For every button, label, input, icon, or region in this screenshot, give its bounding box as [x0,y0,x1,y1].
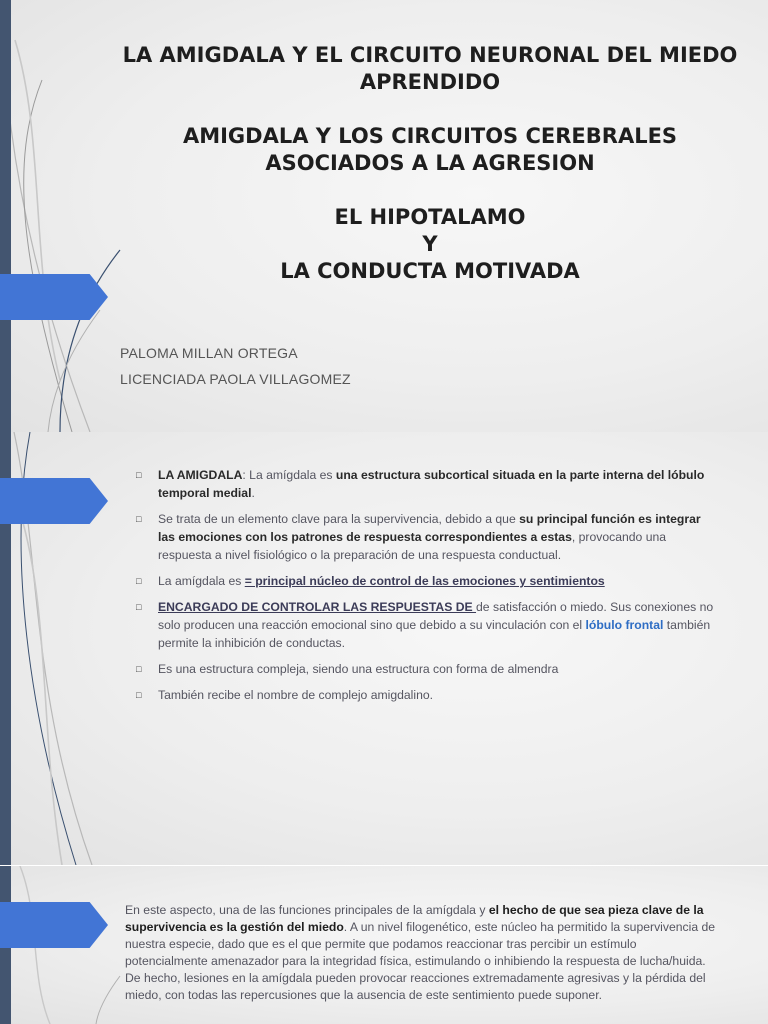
arrow-shape-icon [0,274,108,320]
text: : La amígdala es [242,468,336,482]
text: También recibe el nombre de complejo amigdalino. [158,688,434,702]
title-line: EL HIPOTALAMO [334,205,526,229]
title-line: Y [422,232,438,256]
term-bold: LA AMIGDALA [158,468,243,482]
text-underlined: = principal núcleo de control de las emociones y sentimientos [244,574,605,588]
list-item [136,598,714,652]
text-bold: el hecho de que sea pieza clave de la supervivencia es la gestión del miedo [125,903,704,934]
advisor-name: LICENCIADA PAOLA VILLAGOMEZ [120,371,351,387]
text: también permite la inhibición de conductas. [158,618,711,650]
arrow-shape-icon [0,478,108,524]
text: Se trata de un elemento clave para la supervivencia, debido a que [158,512,520,526]
decorative-curves [0,0,140,432]
title-line: LA AMIGDALA Y EL CIRCUITO NEURONAL DEL MIEDO [122,43,738,67]
title-line: LA CONDUCTA MOTIVADA [280,259,580,283]
list-item [136,686,714,704]
hollow-square-bullet-icon: □ [136,576,142,586]
hollow-square-bullet-icon: □ [136,514,142,524]
slide-miedo [0,866,768,1024]
paragraph [125,902,720,1004]
text: de satisfacción o miedo. Sus conexiones no solo producen una reacción emocional sino que debido a su vinculación con el [158,600,714,632]
text-underlined: ENCARGADO DE CONTROLAR LAS RESPUESTAS DE [158,600,477,614]
list-item [136,660,714,678]
lobulo-frontal-link[interactable]: lóbulo frontal [585,618,664,632]
list-item [136,572,714,590]
author-name: PALOMA MILLAN ORTEGA [120,345,298,361]
list-item [136,510,714,564]
hollow-square-bullet-icon: □ [136,664,142,674]
slide-title-text [120,42,740,285]
text: La amígdala es [158,574,245,588]
hollow-square-bullet-icon: □ [136,470,142,480]
text-bold: una estructura subcortical situada en la parte interna del lóbulo temporal medial [158,468,705,500]
side-stripe [0,0,11,432]
bullet-list [136,466,714,712]
text: . A un nivel filogenético, este núcleo ha permitido la supervivencia de nuestra especie, dado que es el que permite que podamos reaccionar tras percibir un estímulo potencialmente amenazador para la integridad física, estimulando o inhibiendo la respuesta de lucha/huida. De hecho, lesiones en la amígdala pueden provocar reacciones extremadamente agresivas y la pérdida del miedo, con todas las repercusiones que la ausencia de este sentimiento puede suponer. [125,920,716,1002]
text: En este aspecto, una de las funciones principales de la amígdala y [125,903,489,917]
title-line: AMIGDALA Y LOS CIRCUITOS CEREBRALES ASOCIADOS A LA AGRESION [182,124,678,175]
text-bold: su principal función es integrar las emociones con los patrones de respuesta correspondientes a estas [158,512,701,544]
list-item [136,466,714,502]
text: , provocando una respuesta a nivel fisiológico o la preparación de una respuesta conductual. [158,530,667,562]
arrow-shape-icon [0,902,108,948]
slide-title [0,0,768,432]
hollow-square-bullet-icon: □ [136,602,142,612]
text: Es una estructura compleja, siendo una estructura con forma de almendra [158,662,559,676]
hollow-square-bullet-icon: □ [136,690,142,700]
title-line: APRENDIDO [359,70,501,94]
text: . [251,486,255,500]
